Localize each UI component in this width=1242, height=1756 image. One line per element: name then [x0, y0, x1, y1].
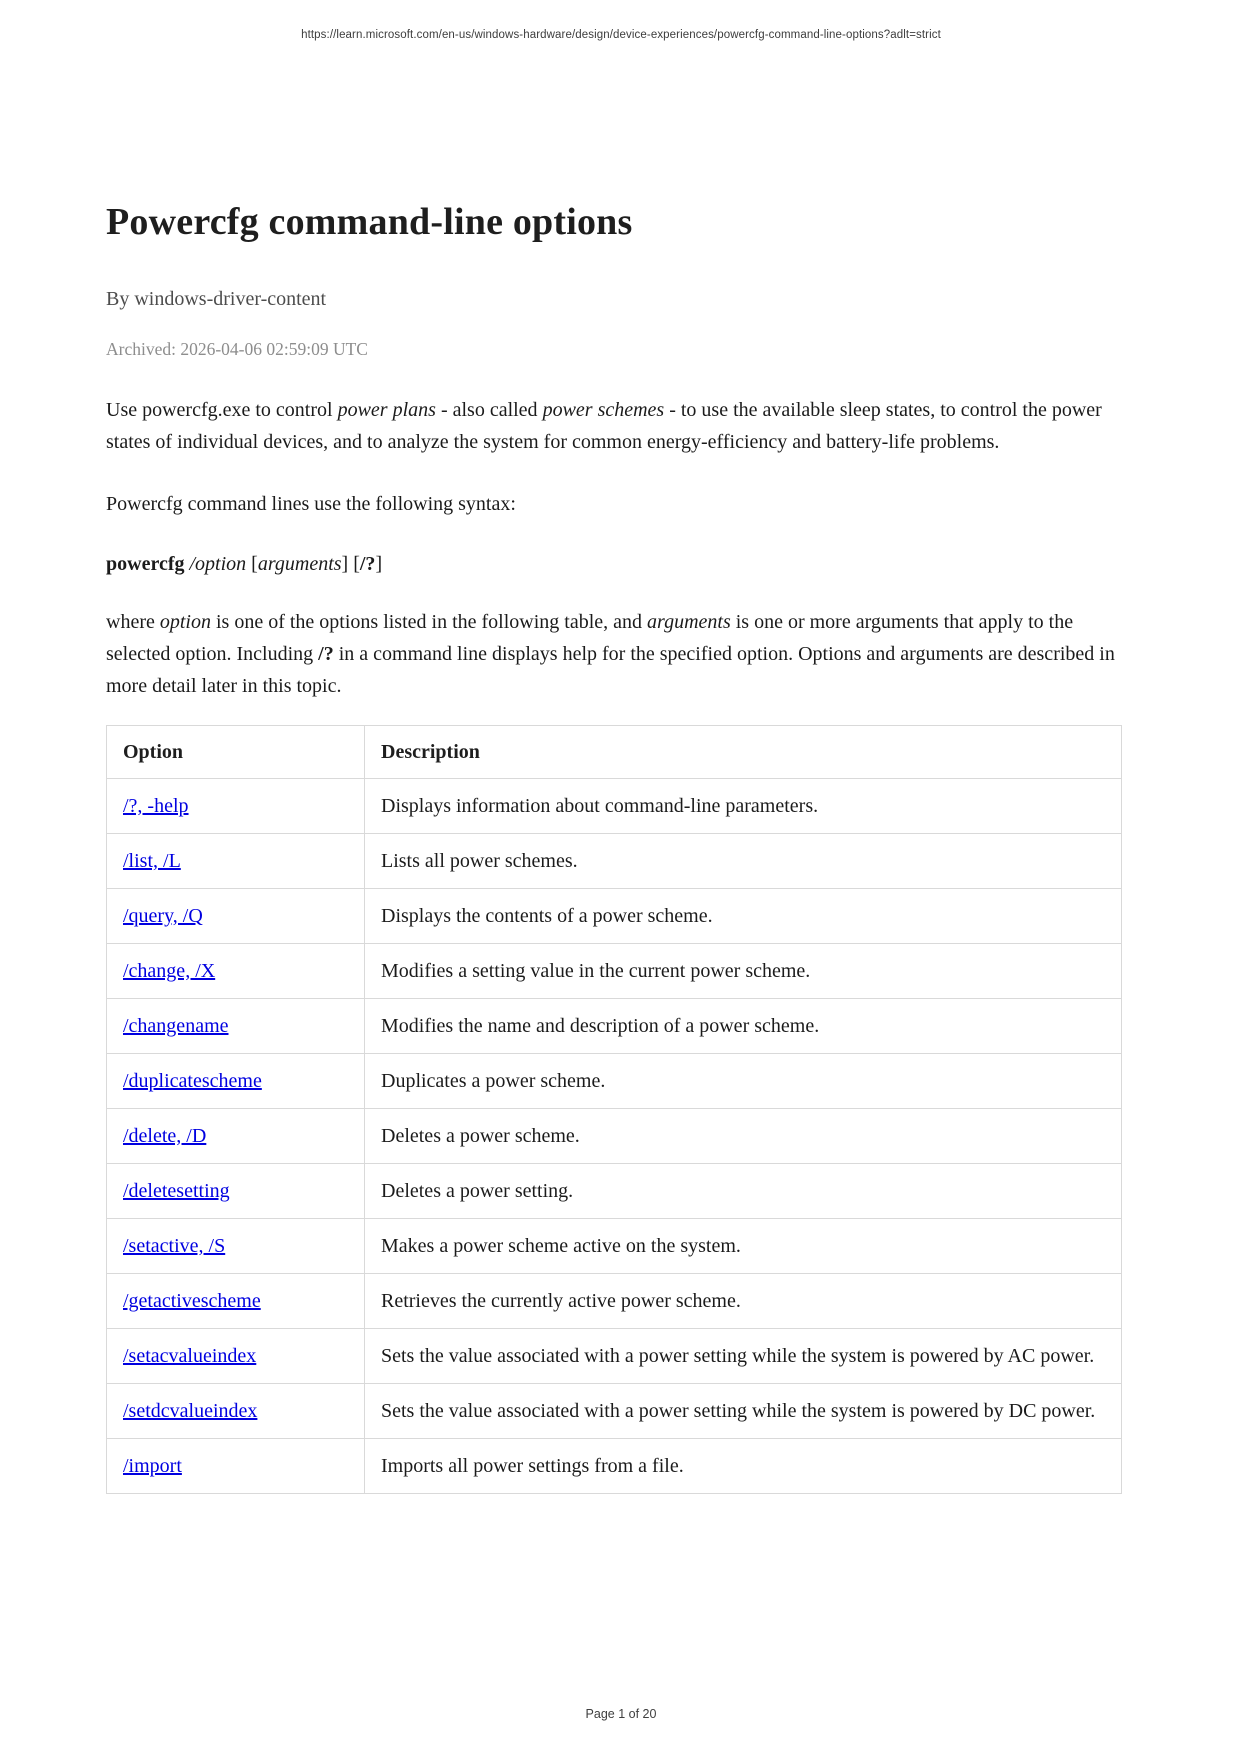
option-link[interactable]: /delete, /D: [123, 1125, 207, 1147]
option-cell: [107, 889, 365, 944]
text-run: /?: [318, 643, 334, 665]
option-link[interactable]: /getactivescheme: [123, 1290, 261, 1312]
paragraph-syntax-intro: [106, 488, 1122, 520]
table-row: [107, 834, 1122, 889]
table-row: [107, 1384, 1122, 1439]
option-cell: [107, 834, 365, 889]
table-row: [107, 1274, 1122, 1329]
description-cell: Modifies the name and description of a power scheme.: [365, 999, 1122, 1054]
option-link[interactable]: /duplicatescheme: [123, 1070, 262, 1092]
description-cell: Imports all power settings from a file.: [365, 1439, 1122, 1494]
table-row: [107, 1219, 1122, 1274]
text-run: ]: [375, 553, 383, 575]
article: [106, 0, 1122, 1494]
option-cell: [107, 1054, 365, 1109]
text-run: /?: [359, 553, 376, 575]
text-run: - to use the available sleep states, to control the power states of individual devices, and to analyze the system for common energy-efficiency and battery-life problems.: [106, 399, 1102, 453]
table-row: [107, 1054, 1122, 1109]
table-row: [107, 1109, 1122, 1164]
text-run: in a command line displays help for the specified option. Options and arguments are described in more detail later in this topic.: [106, 643, 1115, 697]
description-cell: Deletes a power scheme.: [365, 1109, 1122, 1164]
table-row: [107, 1439, 1122, 1494]
option-link[interactable]: /deletesetting: [123, 1180, 230, 1202]
option-cell: [107, 779, 365, 834]
option-link[interactable]: /change, /X: [123, 960, 216, 982]
description-cell: Modifies a setting value in the current power scheme.: [365, 944, 1122, 999]
text-run: power plans: [337, 399, 436, 421]
option-cell: [107, 1439, 365, 1494]
archived-timestamp: Archived: 2026-04-06 02:59:09 UTC: [106, 339, 368, 359]
option-link[interactable]: /import: [123, 1455, 182, 1477]
description-cell: Sets the value associated with a power setting while the system is powered by AC power.: [365, 1329, 1122, 1384]
text-run: /option: [189, 553, 247, 575]
option-cell: [107, 944, 365, 999]
option-link[interactable]: /setactive, /S: [123, 1235, 226, 1257]
description-cell: Duplicates a power scheme.: [365, 1054, 1122, 1109]
browser-url: https://learn.microsoft.com/en-us/windows-hardware/design/device-experiences/powercfg-command-line-options?adlt=strict: [301, 29, 941, 41]
syntax-line: [106, 548, 1122, 580]
table-row: [107, 889, 1122, 944]
description-cell: Retrieves the currently active power scheme.: [365, 1274, 1122, 1329]
description-cell: Makes a power scheme active on the system.: [365, 1219, 1122, 1274]
description-cell: Displays the contents of a power scheme.: [365, 889, 1122, 944]
paragraph-intro: [106, 394, 1122, 458]
paragraph-where: [106, 606, 1122, 702]
option-link[interactable]: /query, /Q: [123, 905, 203, 927]
text-run: where: [106, 611, 160, 633]
option-link[interactable]: /?, -help: [123, 795, 189, 817]
description-cell: Lists all power schemes.: [365, 834, 1122, 889]
column-header-description: Description: [365, 726, 1122, 779]
text-run: option: [159, 611, 211, 633]
text-run: [: [246, 553, 258, 575]
description-cell: Displays information about command-line parameters.: [365, 779, 1122, 834]
description-cell: Sets the value associated with a power setting while the system is powered by DC power.: [365, 1384, 1122, 1439]
text-run: power schemes: [542, 399, 665, 421]
text-run: Use powercfg.exe to control: [106, 399, 338, 421]
table-row: [107, 944, 1122, 999]
text-run: is one or more arguments that apply to the selected option. Including: [106, 611, 1074, 665]
text-run: is one of the options listed in the following table, and: [210, 611, 648, 633]
description-cell: Deletes a power setting.: [365, 1164, 1122, 1219]
option-cell: [107, 1384, 365, 1439]
option-cell: [107, 1329, 365, 1384]
option-cell: [107, 1164, 365, 1219]
text-run: powercfg: [106, 553, 185, 575]
option-link[interactable]: /setdcvalueindex: [123, 1400, 258, 1422]
option-link[interactable]: /changename: [123, 1015, 229, 1037]
text-run: ] [: [341, 553, 360, 575]
options-table: [106, 725, 1122, 1494]
header-row: [107, 726, 1122, 779]
option-cell: [107, 1274, 365, 1329]
option-cell: [107, 1219, 365, 1274]
option-cell: [107, 999, 365, 1054]
column-header-option: Option: [107, 726, 365, 779]
options-table-body: [107, 779, 1122, 1494]
table-row: [107, 779, 1122, 834]
option-link[interactable]: /list, /L: [123, 850, 181, 872]
text-run: arguments: [257, 553, 342, 575]
page-number: Page 1 of 20: [585, 1707, 657, 1721]
text-run: - also called: [435, 399, 543, 421]
text-run: arguments: [647, 611, 731, 633]
text-run: Powercfg command lines use the following syntax:: [106, 493, 516, 515]
table-row: [107, 999, 1122, 1054]
byline: By windows-driver-content: [106, 288, 327, 310]
option-link[interactable]: /setacvalueindex: [123, 1345, 257, 1367]
page-title: Powercfg command-line options: [106, 201, 633, 243]
table-row: [107, 1329, 1122, 1384]
options-table-header: [107, 726, 1122, 779]
table-row: [107, 1164, 1122, 1219]
option-cell: [107, 1109, 365, 1164]
